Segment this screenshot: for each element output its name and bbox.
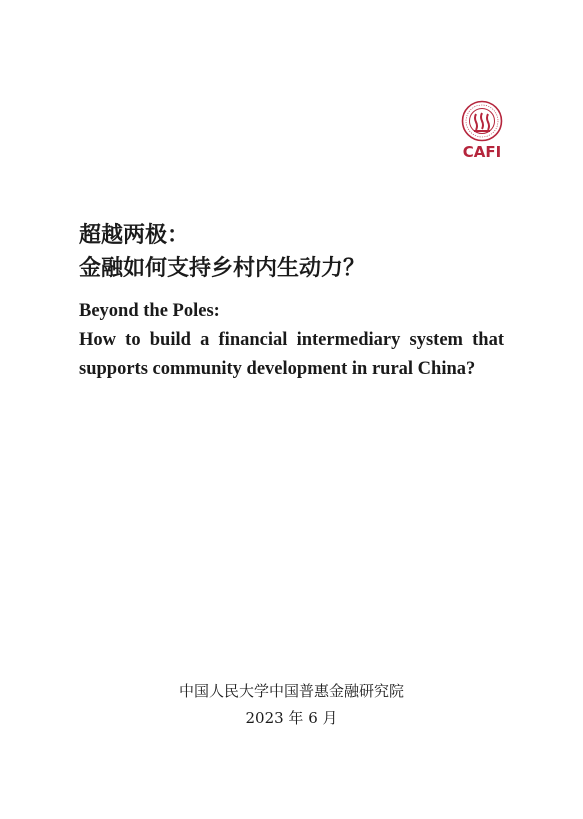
english-title: [79, 297, 504, 384]
publisher-name: 中国人民大学中国普惠金融研究院: [178, 682, 404, 700]
chinese-title-line-2: 金融如何支持乡村内生动力？: [79, 256, 366, 281]
logo-wordmark: CAFI: [462, 143, 502, 161]
chinese-title-line-1: 超越两极：: [79, 223, 190, 248]
publication-date: 2023 年 6 月: [245, 709, 338, 727]
english-title-line-1: Beyond the Poles:: [79, 301, 220, 321]
english-title-line-3: supports community development in rural China?: [79, 359, 476, 379]
cafi-logo: [456, 100, 508, 162]
chinese-title: [79, 219, 519, 285]
english-title-line-2: How to build a financial intermediary system that: [79, 330, 504, 350]
seal-icon: [456, 100, 508, 144]
